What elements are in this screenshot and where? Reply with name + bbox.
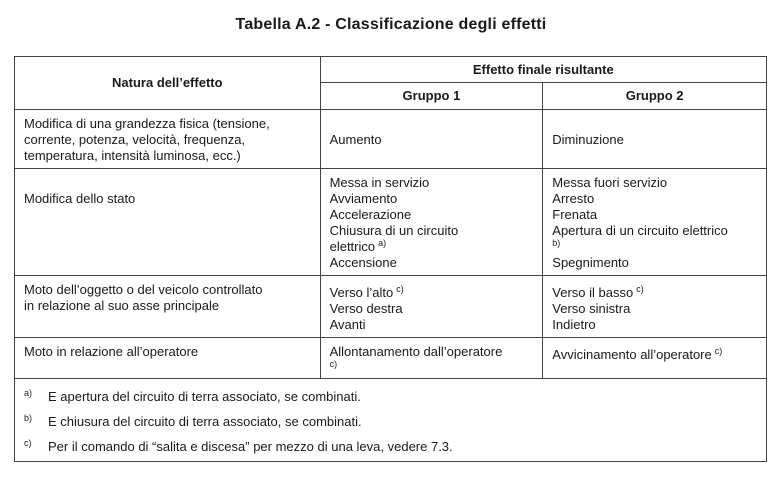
nature-line: temperatura, intensità luminosa, ecc.) xyxy=(24,148,241,163)
notes-row xyxy=(15,379,767,462)
nature-line: Modifica di una grandezza fisica (tensione, xyxy=(24,116,270,131)
footnote-ref: c) xyxy=(396,284,404,294)
nature-cell xyxy=(15,110,321,169)
group1-cell xyxy=(320,276,543,338)
header-group-1: Gruppo 1 xyxy=(320,83,543,110)
group1-cell xyxy=(320,169,543,276)
header-row-1 xyxy=(15,57,767,83)
group2-value: Diminuzione xyxy=(552,132,624,147)
group1-value: Accelerazione xyxy=(329,207,412,222)
group1-value: Chiusura di un circuito xyxy=(329,223,459,238)
nature-cell xyxy=(15,169,321,276)
group1-value: Allontanamento dall’operatore xyxy=(329,344,503,359)
footnote-text: E apertura del circuito di terra associato, se combinati. xyxy=(48,389,361,404)
header-group-2: Gruppo 2 xyxy=(543,83,767,110)
nature-cell xyxy=(15,276,321,338)
group1-value: Accensione xyxy=(329,255,397,270)
footnote-text: E chiusura del circuito di terra associato, se combinati. xyxy=(48,414,362,429)
group2-value: Arresto xyxy=(552,191,595,206)
footnote-text: Per il comando di “salita e discesa” per mezzo di una leva, vedere 7.3. xyxy=(48,439,453,454)
group2-cell xyxy=(543,276,767,338)
group2-value: Verso sinistra xyxy=(552,301,631,316)
footnote-ref: c) xyxy=(636,284,644,294)
group2-value: Verso il basso xyxy=(552,285,634,300)
footnote-ref: c) xyxy=(329,359,338,369)
table-row xyxy=(15,110,767,169)
group1-value: Avviamento xyxy=(329,191,398,206)
group1-cell xyxy=(320,110,543,169)
table-row xyxy=(15,338,767,379)
table-row xyxy=(15,276,767,338)
nature-line: Modifica dello stato xyxy=(24,191,136,206)
nature-line: Moto in relazione all’operatore xyxy=(24,344,199,359)
group1-cell xyxy=(320,338,543,379)
group2-cell xyxy=(543,338,767,379)
footnote: a) E apertura del circuito di terra associato, se combinati. xyxy=(24,388,361,404)
group2-value: Indietro xyxy=(552,317,596,332)
effects-classification-table xyxy=(14,56,767,462)
group2-cell xyxy=(543,169,767,276)
nature-line: corrente, potenza, velocità, frequenza, xyxy=(24,132,246,147)
group2-value: Apertura di un circuito elettrico xyxy=(552,223,728,238)
group1-value: Avanti xyxy=(329,317,366,332)
group1-value: Messa in servizio xyxy=(329,175,430,190)
group2-value: Messa fuori servizio xyxy=(552,175,668,190)
group1-value: Verso destra xyxy=(329,301,403,316)
group2-value: Avvicinamento all’operatore xyxy=(552,347,712,362)
footnote-ref: c) xyxy=(714,346,723,356)
group2-value: Frenata xyxy=(552,207,598,222)
footnote-ref: a) xyxy=(378,238,387,248)
group1-value: Aumento xyxy=(329,132,382,147)
notes-cell xyxy=(15,379,767,462)
group1-value: elettrico xyxy=(329,239,376,254)
group1-value: Verso l’alto xyxy=(329,285,394,300)
nature-line: Moto dell’oggetto o del veicolo controllato xyxy=(24,282,263,297)
nature-cell xyxy=(15,338,321,379)
group2-value: Spegnimento xyxy=(552,255,629,270)
footnote: b) E chiusura del circuito di terra associato, se combinati. xyxy=(24,413,362,429)
table-title: Tabella A.2 - Classificazione degli effetti xyxy=(235,16,547,33)
header-final-effect: Effetto finale risultante xyxy=(320,57,766,83)
header-nature: Natura dell’effetto xyxy=(15,57,321,110)
footnote: c) Per il comando di “salita e discesa” per mezzo di una leva, vedere 7.3. xyxy=(24,438,453,454)
footnote-ref: b) xyxy=(552,238,561,248)
table-row xyxy=(15,169,767,276)
group2-cell xyxy=(543,110,767,169)
nature-line: in relazione al suo asse principale xyxy=(24,298,220,313)
